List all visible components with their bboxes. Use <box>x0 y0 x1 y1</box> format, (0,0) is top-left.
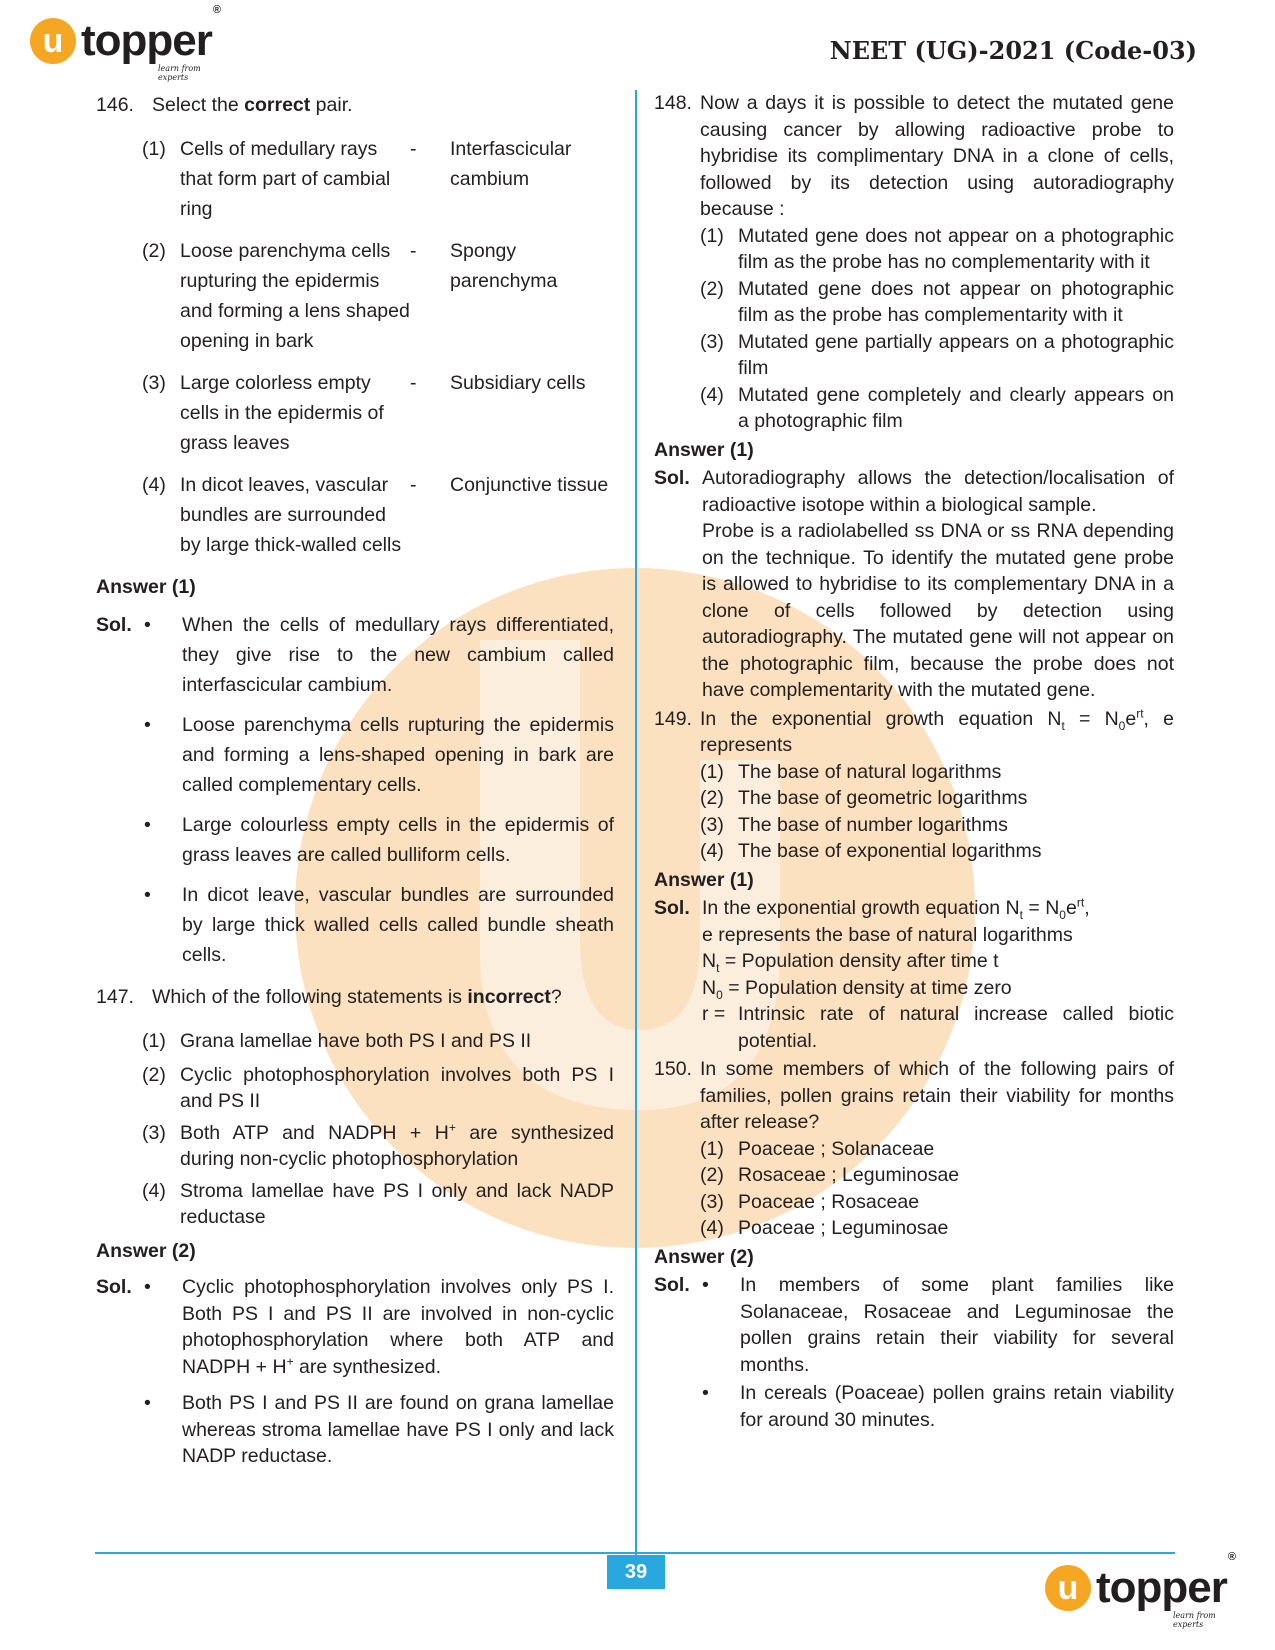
question-146 <box>96 90 614 120</box>
question-text: Which of the following statements is incorrect? <box>152 986 562 1008</box>
brand-name: topper <box>81 16 212 65</box>
option: (4) The base of exponential logarithms <box>700 840 1042 862</box>
question-149: 149. In the exponential growth equation $N_t = N_0e^{rt}$, e represents <box>654 706 1174 756</box>
answer-146: Answer (1) <box>96 576 196 598</box>
question-147 <box>96 982 614 1012</box>
brand-tagline: learn from experts <box>158 64 201 82</box>
solution-point: • In cereals (Poaceae) pollen grains retain viability for around 30 minutes. <box>702 1382 1174 1431</box>
solution-149: Sol. In the exponential growth equation $N_t = N_0e^{rt}$, e represents the base of natural logarithms $N_t$ = Population density after time t $N_0$ = Population density at time zero r = Intrinsic rate of natural increase called biotic potential. <box>654 895 1174 1052</box>
brand-logo-header: u topper® learn from experts <box>30 18 220 64</box>
option: (1) The base of natural logarithms <box>700 760 1002 783</box>
right-column <box>654 90 1174 1443</box>
solution-point: • Cyclic photophosphorylation involves only PS I. Both PS I and PS II are involved in non-cyclic photophosphorylation where both ATP and NADPH + H+ are synthesized. <box>144 1276 614 1378</box>
page-number: 39 <box>607 1555 665 1589</box>
exam-title: NEET (UG)-2021 (Code-03) <box>829 36 1197 65</box>
question-text: Select the correct pair. <box>152 94 353 116</box>
topper-u-logo-icon: u <box>1045 1565 1091 1611</box>
option: (3) The base of number logarithms <box>700 813 1008 836</box>
answer-150: Answer (2) <box>654 1245 754 1268</box>
option: (1) Mutated gene does not appear on a photographic film as the probe has no complementarity with it <box>700 224 1174 273</box>
brand-name: topper <box>1096 1563 1227 1612</box>
solution-point: • In dicot leave, vascular bundles are surrounded by large thick walled cells called bundle sheath cells. <box>144 884 614 966</box>
option: (3) Mutated gene partially appears on a photographic film <box>700 330 1174 379</box>
pair-option: (3) Large colorless empty cells in the epidermis of grass leaves - Subsidiary cells <box>142 372 586 454</box>
pair-option: (4) In dicot leaves, vascular bundles are surrounded by large thick-walled cells - Conjunctive tissue <box>142 474 609 556</box>
question-148: 148. Now a days it is possible to detect the mutated gene causing cancer by allowing radioactive probe to hybridise its complimentary DNA in a clone of cells, followed by its detection using autoradiography because : <box>654 92 1174 220</box>
brand-logo-footer: u topper® learn from experts <box>1045 1565 1235 1611</box>
column-divider <box>635 90 637 1560</box>
option: (4) Stroma lamellae have PS I only and lack NADP reductase <box>142 1180 614 1228</box>
solution-point: • Large colourless empty cells in the epidermis of grass leaves are called bulliform cells. <box>144 814 614 866</box>
solution-147: Sol. • Cyclic photophosphorylation involves only PS I. Both PS I and PS II are involved in non-cyclic photophosphorylation where both ATP and NADPH + H+ are synthesized. • Both PS I and PS II are found on grana lamellae whereas stroma lamellae have PS I only and lack NADP reductase. <box>96 1274 614 1480</box>
option: (1) Poaceae ; Solanaceae <box>700 1137 935 1160</box>
solution-point: • Both PS I and PS II are found on grana lamellae whereas stroma lamellae have PS I only and lack NADP reductase. <box>144 1392 614 1467</box>
pair-option: (1) Cells of medullary rays that form part of cambial ring - Interfascicular cambium <box>142 138 572 220</box>
question-150: 150. In some members of which of the following pairs of families, pollen grains retain their viability for months after release? <box>654 1058 1174 1133</box>
option: (4) Poaceae ; Leguminosae <box>700 1217 949 1239</box>
option: (3) Both ATP and NADPH + H+ are synthesized during non-cyclic photophosphorylation <box>142 1120 615 1170</box>
topper-u-logo-icon: u <box>30 18 76 64</box>
question-number: 147. <box>96 986 134 1008</box>
answer-148: Answer (1) <box>654 438 754 461</box>
left-column <box>96 90 614 1480</box>
solution-146: Sol. • When the cells of medullary rays differentiated, they give rise to the new cambium called interfascicular cambium. • Loose parenchyma cells rupturing the epidermis and forming a lens-shaped opening in bark are called complementary cells. • Large colourless empty cells in the epidermis of grass leaves are called bulliform cells. • In dicot leave, vascular bundles are surrounded by large thick walled cells called bundle sheath cells. <box>96 610 614 980</box>
option: (3) Poaceae ; Rosaceae <box>700 1190 920 1213</box>
solution-148: Sol. Autoradiography allows the detection/localisation of radioactive isotope within a biological sample. Probe is a radiolabelled ss DNA or ss RNA depending on the technique. To identify the mutated gene probe is allowed to hybridise to its complementary DNA in a clone of cells followed by detection using autoradiography. The mutated gene will not appear on the photographic film, because the probe does not have complementarity with the mutated gene. <box>654 467 1174 701</box>
match-pairs <box>142 134 614 560</box>
option: (1) Grana lamellae have both PS I and PS II <box>142 1030 532 1052</box>
option: (2) Rosaceae ; Leguminosae <box>700 1164 960 1186</box>
brand-tagline: learn from experts <box>1173 1611 1216 1629</box>
option: (4) Mutated gene completely and clearly appears on a photographic film <box>700 383 1174 432</box>
solution-point: • In members of some plant families like Solanaceae, Rosaceae and Leguminosae the pollen grains retain their viability for several months. <box>702 1274 1174 1376</box>
pair-option: (2) Loose parenchyma cells rupturing the epidermis and forming a lens shaped opening in bark - Spongy parenchyma <box>142 240 558 352</box>
option: (2) The base of geometric logarithms <box>700 787 1028 809</box>
answer-149: Answer (1) <box>654 868 754 891</box>
option: (2) Cyclic photophosphorylation involves both PS I and PS II <box>142 1064 614 1112</box>
solution-point: • Loose parenchyma cells rupturing the epidermis and forming a lens-shaped opening in bark are called complementary cells. <box>144 714 614 796</box>
answer-147: Answer (2) <box>96 1240 196 1262</box>
solution-150: Sol. • In members of some plant families like Solanaceae, Rosaceae and Leguminosae the pollen grains retain their viability for several months. • In cereals (Poaceae) pollen grains retain viability for around 30 minutes. <box>654 1272 1174 1443</box>
option: (2) Mutated gene does not appear on photographic film as the probe has complementarity with it <box>700 277 1174 326</box>
solution-point: • When the cells of medullary rays differentiated, they give rise to the new cambium called interfascicular cambium. <box>144 614 614 696</box>
question-number: 146. <box>96 94 134 116</box>
